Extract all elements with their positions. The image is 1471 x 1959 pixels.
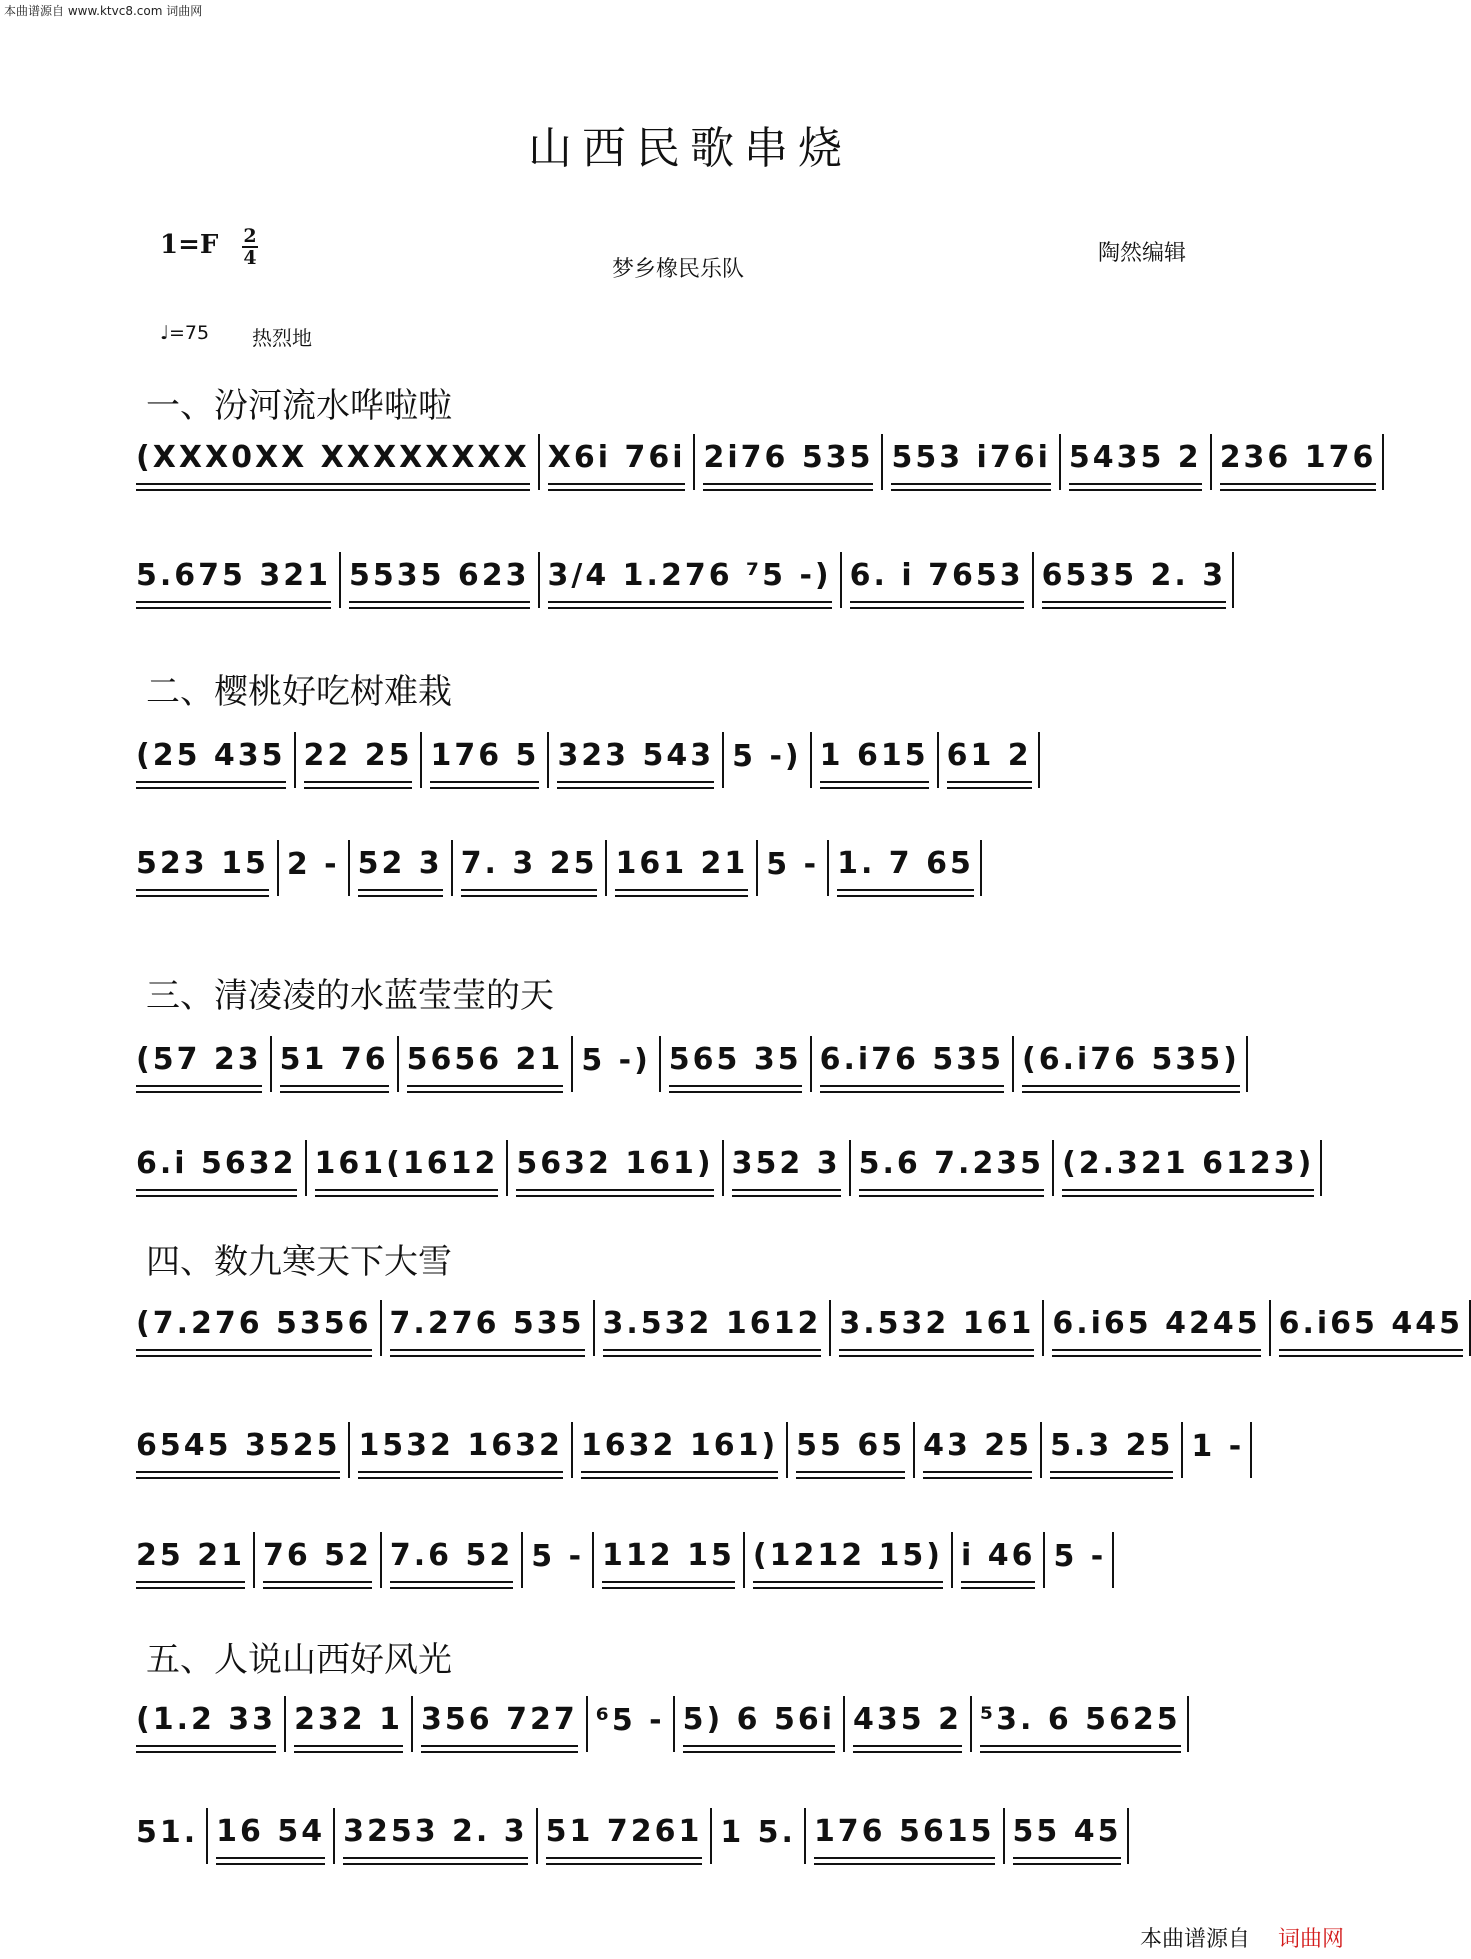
measure: 435 2 (853, 1702, 962, 1747)
measure: i 46 (961, 1538, 1035, 1583)
measure: 3.532 161 (839, 1306, 1034, 1351)
measure: 523 15 (136, 846, 269, 891)
notation-line (136, 552, 1250, 608)
measure: 3/4 1.276 ⁷5 -) (548, 558, 832, 603)
measure: 5.3 25 (1050, 1428, 1173, 1473)
measure: 6. i 7653 (850, 558, 1024, 603)
notation-line (136, 1300, 1463, 1356)
measure: 76 52 (263, 1538, 372, 1583)
measure: 176 5615 (814, 1814, 995, 1859)
key-signature: 1=F (160, 230, 219, 260)
measure: (1212 15) (753, 1538, 943, 1583)
section-title: 四、数九寒天下大雪 (146, 1242, 452, 1282)
measure: (XXX0XX XXXXXXXX (136, 440, 530, 485)
measure: (25 435 (136, 738, 286, 783)
notation-line (136, 1422, 1250, 1478)
measure: 352 3 (732, 1146, 841, 1191)
page-title: 山西民歌串烧 (528, 123, 852, 174)
measure: 6.i 5632 (136, 1146, 297, 1191)
measure: 61 2 (947, 738, 1032, 783)
measure: 52 3 (358, 846, 443, 891)
measure: 6545 3525 (136, 1428, 340, 1473)
watermark-text: 本曲谱源自 www.ktvc8.com 词曲网 (4, 4, 203, 18)
measure: 6.i65 445 (1279, 1306, 1463, 1351)
footer-brand-link[interactable]: 词曲网 (1278, 1927, 1345, 1952)
measure: 3253 2. 3 (343, 1814, 528, 1859)
notation-line (136, 732, 1250, 788)
notation-line (136, 434, 1377, 490)
measure: (1.2 33 (136, 1702, 276, 1747)
measure: 5 - (766, 846, 820, 882)
measure: 51 7261 (546, 1814, 703, 1859)
notation-line (136, 1036, 1250, 1092)
measure: 356 727 (421, 1702, 578, 1747)
footer-source-text: 本曲谱源自 (1140, 1927, 1251, 1952)
measure: 2 - (286, 846, 340, 882)
section-title: 二、樱桃好吃树难栽 (146, 672, 452, 712)
notation-line (136, 840, 1250, 896)
measure: 1 615 (820, 738, 929, 783)
measure: (57 23 (136, 1042, 262, 1087)
measure: ⁵3. 6 5625 (980, 1702, 1181, 1747)
measure: 5.6 7.235 (859, 1146, 1044, 1191)
measure: 236 176 (1220, 440, 1377, 485)
arranger-credit: 陶然编辑 (1098, 241, 1187, 266)
measure: 25 21 (136, 1538, 245, 1583)
measure: (2.321 6123) (1062, 1146, 1314, 1191)
measure: (7.276 5356 (136, 1306, 372, 1351)
measure: 51 76 (280, 1042, 389, 1087)
measure: (6.i76 535) (1022, 1042, 1240, 1087)
measure: 161 21 (615, 846, 748, 891)
measure: 5 - (531, 1538, 585, 1574)
measure: 1 - (1191, 1428, 1245, 1464)
measure: 5435 2 (1069, 440, 1202, 485)
section-title: 五、人说山西好风光 (146, 1640, 452, 1680)
measure: 5 - (1053, 1538, 1107, 1574)
measure: 161(1612 (315, 1146, 499, 1191)
measure: 55 65 (796, 1428, 905, 1473)
measure: 565 35 (669, 1042, 802, 1087)
performer-credit: 梦乡橡民乐队 (612, 257, 745, 282)
measure: 553 i76i (891, 440, 1050, 485)
measure: 6.i76 535 (820, 1042, 1004, 1087)
measure: 5632 161) (516, 1146, 713, 1191)
measure: 5535 623 (349, 558, 530, 603)
measure: 51. (136, 1814, 199, 1850)
measure: 6.i65 4245 (1052, 1306, 1260, 1351)
measure: 1632 161) (581, 1428, 778, 1473)
section-title: 一、汾河流水哗啦啦 (146, 386, 452, 426)
measure: 7.6 52 (390, 1538, 513, 1583)
measure: 16 54 (216, 1814, 325, 1859)
expression-marking: 热烈地 (252, 326, 312, 350)
notation-line (136, 1808, 1250, 1864)
measure: 5 -) (732, 738, 802, 774)
notation-line (136, 1696, 1250, 1752)
measure: 43 25 (923, 1428, 1032, 1473)
measure: ⁶5 - (595, 1702, 665, 1738)
measure: 176 5 (430, 738, 539, 783)
measure: 5 -) (581, 1042, 651, 1078)
measure: 1532 1632 (358, 1428, 562, 1473)
measure: 7. 3 25 (461, 846, 598, 891)
measure: 2i76 535 (703, 440, 873, 485)
measure: 5.675 321 (136, 558, 331, 603)
measure: 5) 6 56i (683, 1702, 835, 1747)
notation-line (136, 1140, 1315, 1196)
measure: 232 1 (294, 1702, 403, 1747)
tempo-marking: ♩=75 (160, 322, 210, 344)
measure: 7.276 535 (390, 1306, 585, 1351)
measure: 323 543 (557, 738, 714, 783)
measure: 3.532 1612 (603, 1306, 822, 1351)
measure: 112 15 (602, 1538, 735, 1583)
measure: 1. 7 65 (837, 846, 974, 891)
measure: 55 45 (1013, 1814, 1122, 1859)
measure: X6i 76i (548, 440, 686, 485)
measure: 1 5. (720, 1814, 796, 1850)
notation-line (136, 1532, 1250, 1588)
measure: 5656 21 (407, 1042, 564, 1087)
time-signature-bottom: 4 (243, 247, 257, 269)
measure: 6535 2. 3 (1042, 558, 1227, 603)
measure: 22 25 (304, 738, 413, 783)
time-signature-top: 2 (243, 225, 257, 247)
time-signature (242, 226, 258, 268)
section-title: 三、清凌凌的水蓝莹莹的天 (146, 976, 554, 1016)
